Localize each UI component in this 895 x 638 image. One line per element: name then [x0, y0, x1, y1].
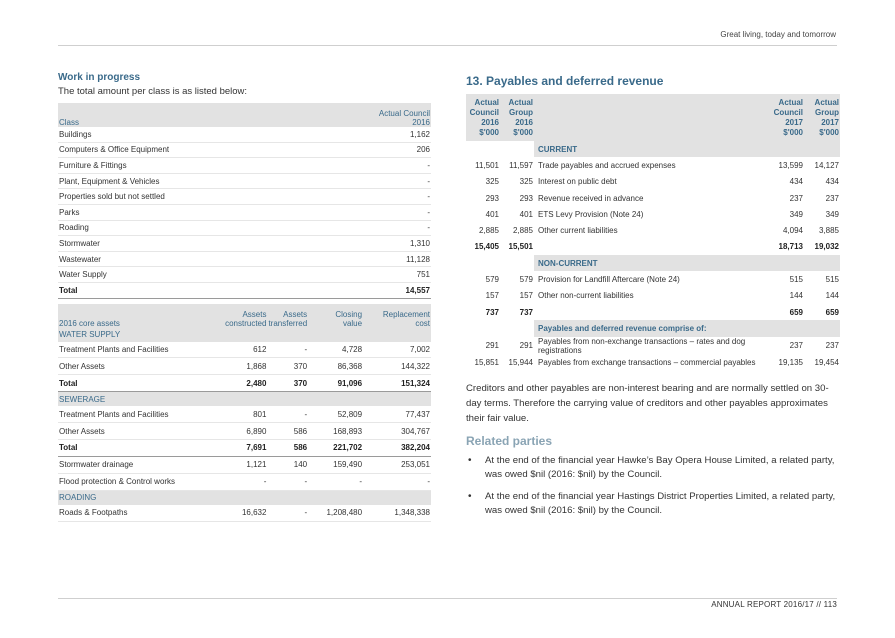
core-col-replacement: Replacement cost — [363, 304, 431, 328]
payables-row-label: ETS Levy Provision (Note 24) — [538, 209, 644, 219]
wip-table — [58, 103, 431, 299]
wip-row-label: Wastewater — [58, 251, 311, 267]
wip-row — [58, 189, 431, 205]
core-row-value: - — [308, 473, 363, 490]
core-row-label: Flood protection & Control works — [58, 473, 208, 490]
core-col-label: 2016 core assets — [58, 304, 208, 328]
core-row-value: 1,121 — [208, 456, 268, 473]
core-asset-row — [58, 473, 431, 490]
col-group-2016: Actual Group 2016 $'000 — [500, 94, 534, 141]
payables-group-2017: 237 — [825, 193, 839, 203]
wip-row-value: - — [311, 173, 431, 189]
wip-total-label: Total — [58, 282, 311, 298]
payables-group-2016: 579 — [519, 275, 533, 285]
core-row-value: 6,890 — [208, 423, 268, 440]
wip-row — [58, 142, 431, 158]
group-water-supply: WATER SUPPLY — [58, 328, 431, 342]
core-row-label: Roads & Footpaths — [58, 505, 208, 521]
payables-group-2017: 515 — [825, 275, 839, 285]
related-parties-list — [466, 454, 840, 518]
wip-row — [58, 251, 431, 267]
bullet-icon: • — [468, 490, 472, 502]
wip-header-row — [58, 103, 431, 127]
core-row-value: 91,096 — [308, 375, 363, 392]
wip-row-label: Furniture & Fittings — [58, 158, 311, 174]
wip-row-value: - — [311, 189, 431, 205]
core-asset-row — [58, 375, 431, 392]
core-asset-row — [58, 406, 431, 422]
core-row-value: - — [267, 342, 308, 358]
payables-council-2017: 144 — [789, 291, 803, 301]
core-row-value: 144,322 — [363, 358, 431, 375]
payables-row — [466, 355, 840, 371]
payables-row-label: Other current liabilities — [538, 226, 618, 236]
core-row-label: Other Assets — [58, 423, 208, 440]
wip-col-actual: Actual Council 2016 — [311, 103, 431, 127]
wip-total-value: 14,557 — [311, 282, 431, 298]
bullet-icon: • — [468, 454, 472, 466]
core-row-value: 370 — [267, 375, 308, 392]
payables-council-2017: 515 — [789, 275, 803, 285]
wip-row-label: Plant, Equipment & Vehicles — [58, 173, 311, 189]
payables-council-2017: 237 — [789, 193, 803, 203]
payables-title: 13. Payables and deferred revenue — [466, 74, 664, 88]
payables-council-2016: 11,501 — [475, 160, 499, 170]
wip-row — [58, 267, 431, 283]
wip-row-label: Computers & Office Equipment — [58, 142, 311, 158]
payables-group-2017: 237 — [825, 341, 839, 351]
payables-council-2017: 349 — [789, 209, 803, 219]
core-row-value: 221,702 — [308, 439, 363, 456]
payables-row-label: Revenue received in advance — [538, 193, 644, 203]
payables-row-label: Payables from exchange transactions – commercial payables — [538, 358, 756, 368]
payables-group-2016: 2,885 — [512, 226, 533, 236]
core-row-label: Total — [58, 439, 208, 456]
core-row-value: - — [363, 473, 431, 490]
core-col-closing: Closing value — [308, 304, 363, 328]
payables-row — [466, 157, 840, 173]
header-divider — [58, 45, 837, 46]
section-current: CURRENT — [466, 141, 840, 157]
section-noncurrent: NON-CURRENT — [466, 255, 840, 271]
payables-council-2016: 2,885 — [478, 226, 499, 236]
core-row-value: 382,204 — [363, 439, 431, 456]
core-row-label: Stormwater drainage — [58, 456, 208, 473]
payables-council-2017: 4,094 — [782, 226, 803, 236]
payables-row-label: Provision for Landfill Aftercare (Note 24) — [538, 275, 680, 285]
payables-group-2016: 11,597 — [509, 160, 533, 170]
core-row-value: 4,728 — [308, 342, 363, 358]
group-roading: ROADING — [58, 490, 431, 505]
col-council-2017: Actual Council 2017 $'000 — [766, 94, 804, 141]
payables-group-2016: 401 — [519, 209, 533, 219]
payables-row — [466, 174, 840, 190]
payables-group-2016: 157 — [519, 291, 533, 301]
payables-row — [466, 190, 840, 206]
wip-row-value: 1,310 — [311, 236, 431, 252]
wip-row-value: 1,162 — [311, 127, 431, 142]
payables-council-2016: 293 — [485, 193, 499, 203]
noncurrent-total-row: 737 737 659 659 — [485, 307, 839, 317]
core-row-value: 2,480 — [208, 375, 268, 392]
core-row-value: 586 — [267, 439, 308, 456]
payables-row — [466, 337, 840, 355]
payables-council-2017: 19,135 — [778, 358, 803, 368]
footer-divider — [58, 598, 837, 599]
core-row-value: 7,691 — [208, 439, 268, 456]
core-header-row — [58, 304, 431, 328]
wip-row — [58, 127, 431, 142]
related-party-bullet: • At the end of the financial year Hawke’s Bay Opera House Limited, a related party, was owed $nil (2016: $nil) by the Council. — [468, 454, 835, 480]
core-row-value: 140 — [267, 456, 308, 473]
core-row-value: 1,348,338 — [363, 505, 431, 521]
payables-council-2017: 237 — [789, 341, 803, 351]
payables-council-2016: 579 — [485, 275, 499, 285]
wip-row — [58, 173, 431, 189]
core-assets-table — [58, 304, 431, 522]
wip-row-label: Water Supply — [58, 267, 311, 283]
wip-subtitle: The total amount per class is as listed below: — [58, 86, 248, 97]
wip-row-value: 751 — [311, 267, 431, 283]
payables-council-2017: 434 — [789, 177, 803, 187]
wip-row-label: Properties sold but not settled — [58, 189, 311, 205]
payables-row — [466, 206, 840, 222]
payables-row-label: Payables from non-exchange transactions – rates and dog registrations — [538, 336, 746, 355]
payables-group-2017: 3,885 — [818, 226, 839, 236]
core-row-value: - — [267, 406, 308, 422]
core-row-value: - — [267, 473, 308, 490]
payables-group-2016: 291 — [519, 341, 533, 351]
core-asset-row — [58, 439, 431, 456]
core-row-value: 253,051 — [363, 456, 431, 473]
payables-group-2016: 293 — [519, 193, 533, 203]
core-asset-row — [58, 505, 431, 521]
wip-col-class: Class — [58, 103, 311, 127]
wip-total-row — [58, 282, 431, 298]
wip-row-value: - — [311, 158, 431, 174]
wip-row-value: 11,128 — [311, 251, 431, 267]
current-total-row: 15,405 15,501 18,713 19,032 — [474, 242, 839, 252]
core-row-value: 86,368 — [308, 358, 363, 375]
wip-row — [58, 204, 431, 220]
payables-council-2016: 291 — [485, 341, 499, 351]
col-description — [534, 94, 766, 141]
core-row-value: 612 — [208, 342, 268, 358]
payables-header-row — [466, 94, 840, 141]
left-column — [58, 72, 431, 522]
core-row-label: Total — [58, 375, 208, 392]
related-parties-title: Related parties — [466, 433, 553, 448]
payables-row-label: Trade payables and accrued expenses — [538, 160, 676, 170]
group-sewerage: SEWERAGE — [58, 392, 431, 407]
payables-group-2017: 19,454 — [814, 358, 839, 368]
core-asset-row — [58, 342, 431, 358]
core-row-label: Treatment Plants and Facilities — [58, 342, 208, 358]
core-row-value: 168,893 — [308, 423, 363, 440]
core-asset-row — [58, 358, 431, 375]
core-col-transferred: Assets transferred — [267, 304, 308, 328]
core-row-label: Other Assets — [58, 358, 208, 375]
payables-row-label: Other non-current liabilities — [538, 291, 634, 301]
core-row-value: 1,208,480 — [308, 505, 363, 521]
core-row-value: 151,324 — [363, 375, 431, 392]
core-row-value: 304,767 — [363, 423, 431, 440]
payables-council-2016: 401 — [485, 209, 499, 219]
payables-council-2017: 13,599 — [778, 160, 803, 170]
payables-group-2017: 144 — [825, 291, 839, 301]
payables-group-2017: 14,127 — [814, 160, 839, 170]
header-tagline: Great living, today and tomorrow — [720, 30, 836, 39]
payables-group-2017: 434 — [825, 177, 839, 187]
core-asset-row — [58, 423, 431, 440]
payables-group-2016: 325 — [519, 177, 533, 187]
wip-row-value: - — [311, 204, 431, 220]
core-row-value: 159,490 — [308, 456, 363, 473]
col-group-2017: Actual Group 2017 $'000 — [804, 94, 840, 141]
section-comprise: Payables and deferred revenue comprise of: — [466, 320, 840, 336]
payables-council-2016: 325 — [485, 177, 499, 187]
wip-row — [58, 220, 431, 236]
wip-title: Work in progress — [58, 72, 141, 83]
wip-row — [58, 158, 431, 174]
core-row-value: 586 — [267, 423, 308, 440]
wip-row-label: Parks — [58, 204, 311, 220]
core-asset-row — [58, 456, 431, 473]
payables-council-2016: 157 — [485, 291, 499, 301]
payables-row — [466, 222, 840, 238]
core-row-value: 16,632 — [208, 505, 268, 521]
payables-row — [466, 288, 840, 304]
core-row-label: Treatment Plants and Facilities — [58, 406, 208, 422]
payables-paragraph: Creditors and other payables are non-interest bearing and are normally settled on 30-day terms. Therefore the carrying value of creditors and other payables approximates their fair value. — [466, 382, 829, 424]
payables-row — [466, 271, 840, 287]
wip-row-value: 206 — [311, 142, 431, 158]
related-party-bullet: • At the end of the financial year Hastings District Properties Limited, a related party, was owed $nil (2016: $nil) by the Council. — [468, 490, 836, 516]
wip-row-value: - — [311, 220, 431, 236]
core-row-value: - — [267, 505, 308, 521]
core-row-value: 77,437 — [363, 406, 431, 422]
payables-row-label: Interest on public debt — [538, 177, 617, 187]
wip-row-label: Buildings — [58, 127, 311, 142]
payables-council-2016: 15,851 — [474, 358, 499, 368]
core-row-value: - — [208, 473, 268, 490]
core-row-value: 370 — [267, 358, 308, 375]
core-row-value: 1,868 — [208, 358, 268, 375]
footer-page-label: ANNUAL REPORT 2016/17 // 113 — [711, 600, 837, 609]
wip-row-label: Roading — [58, 220, 311, 236]
right-column — [466, 74, 840, 526]
core-row-value: 52,809 — [308, 406, 363, 422]
col-council-2016: Actual Council 2016 $'000 — [466, 94, 500, 141]
core-row-value: 801 — [208, 406, 268, 422]
payables-group-2017: 349 — [825, 209, 839, 219]
wip-row-label: Stormwater — [58, 236, 311, 252]
payables-group-2016: 15,944 — [508, 358, 533, 368]
wip-row — [58, 236, 431, 252]
payables-table — [466, 94, 840, 371]
core-row-value: 7,002 — [363, 342, 431, 358]
core-col-constructed: Assets constructed — [208, 304, 268, 328]
